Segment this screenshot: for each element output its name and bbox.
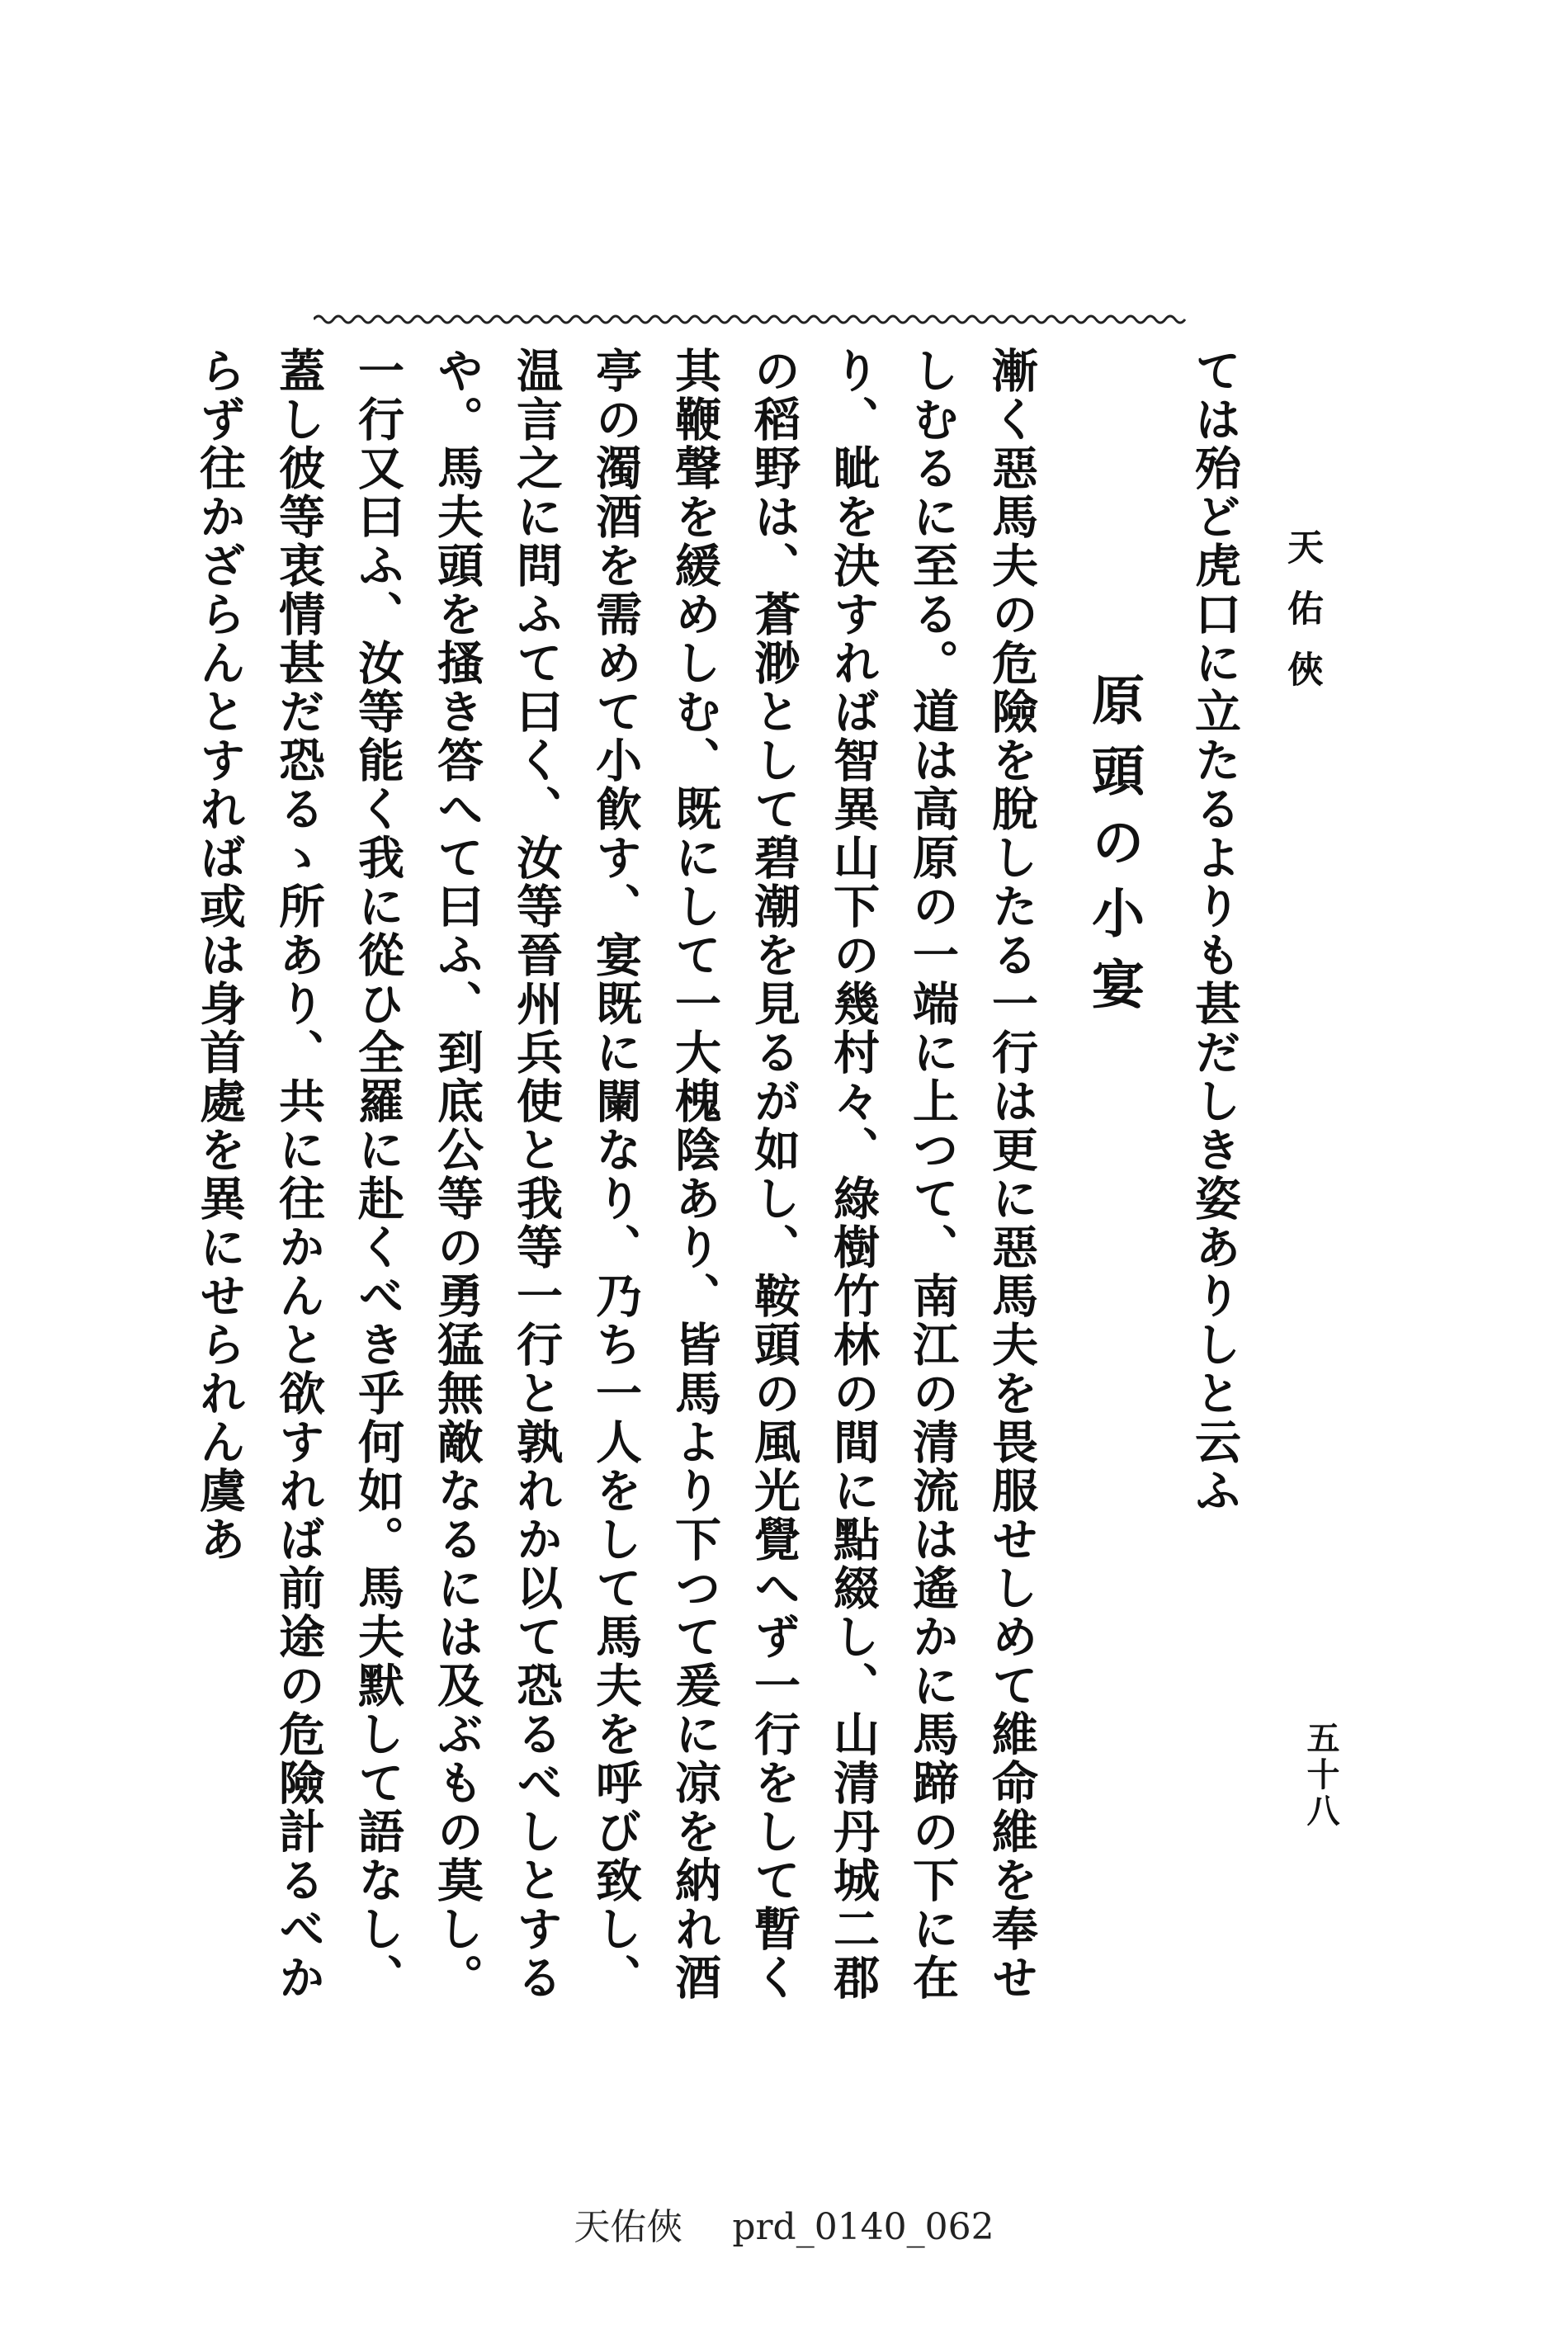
- wavy-divider-rule: [314, 309, 1188, 329]
- paragraph-continuation: ては殆ど虎口に立たるよりも甚だしき姿ありしと云ふ: [1188, 347, 1242, 1515]
- footer-caption: [0, 2197, 1568, 2250]
- footer-caption-title: 天佑俠: [574, 2206, 683, 2248]
- page-number: 五十八: [1301, 1721, 1340, 1830]
- running-header-title: 天佑俠: [1281, 528, 1323, 711]
- vertical-text-block: [180, 347, 1254, 2022]
- paragraph-main: 漸く惡馬夫の危險を脫したる一行は更に惡馬夫を畏服せしめて維命維を奉せしむるに至る。道は高原の一端に上つて、南江の清流は遙かに馬蹄の下に在り、眦を決すれば智異山下の幾村々、綠樹竹林の間に點綴し、山清丹城二郡の稻野は、蒼渺として碧潮を見るが如し、鞍頭の風光覺へず一行をして暫く其鞭聲を緩めしむ、既にして一大槐陰あり、皆馬より下つて爰に凉を納れ酒亭の濁酒を需めて小飮す、宴既に闌なり、乃ち一人をして馬夫を呼び致し、温言之に問ふて曰く、汝等晉州兵使と我等一行と孰れか以て恐るべしとするや。馬夫頭を搔き答へて曰ふ、到底公等の勇猛無敵なるには及ぶもの莫し。一行又曰ふ、汝等能く我に從ひ全羅に赴くべき乎何如。馬夫默して語なし、蓋し彼等衷情甚だ恐るゝ所あり、共に往かんと欲すれば前途の危險計るべからず往かざらんとすれば或は身首處を異にせられん虞あ: [192, 347, 1039, 2002]
- section-heading: 原頭の小宴: [1083, 673, 1145, 1028]
- footer-caption-id: prd_0140_062: [732, 2206, 994, 2248]
